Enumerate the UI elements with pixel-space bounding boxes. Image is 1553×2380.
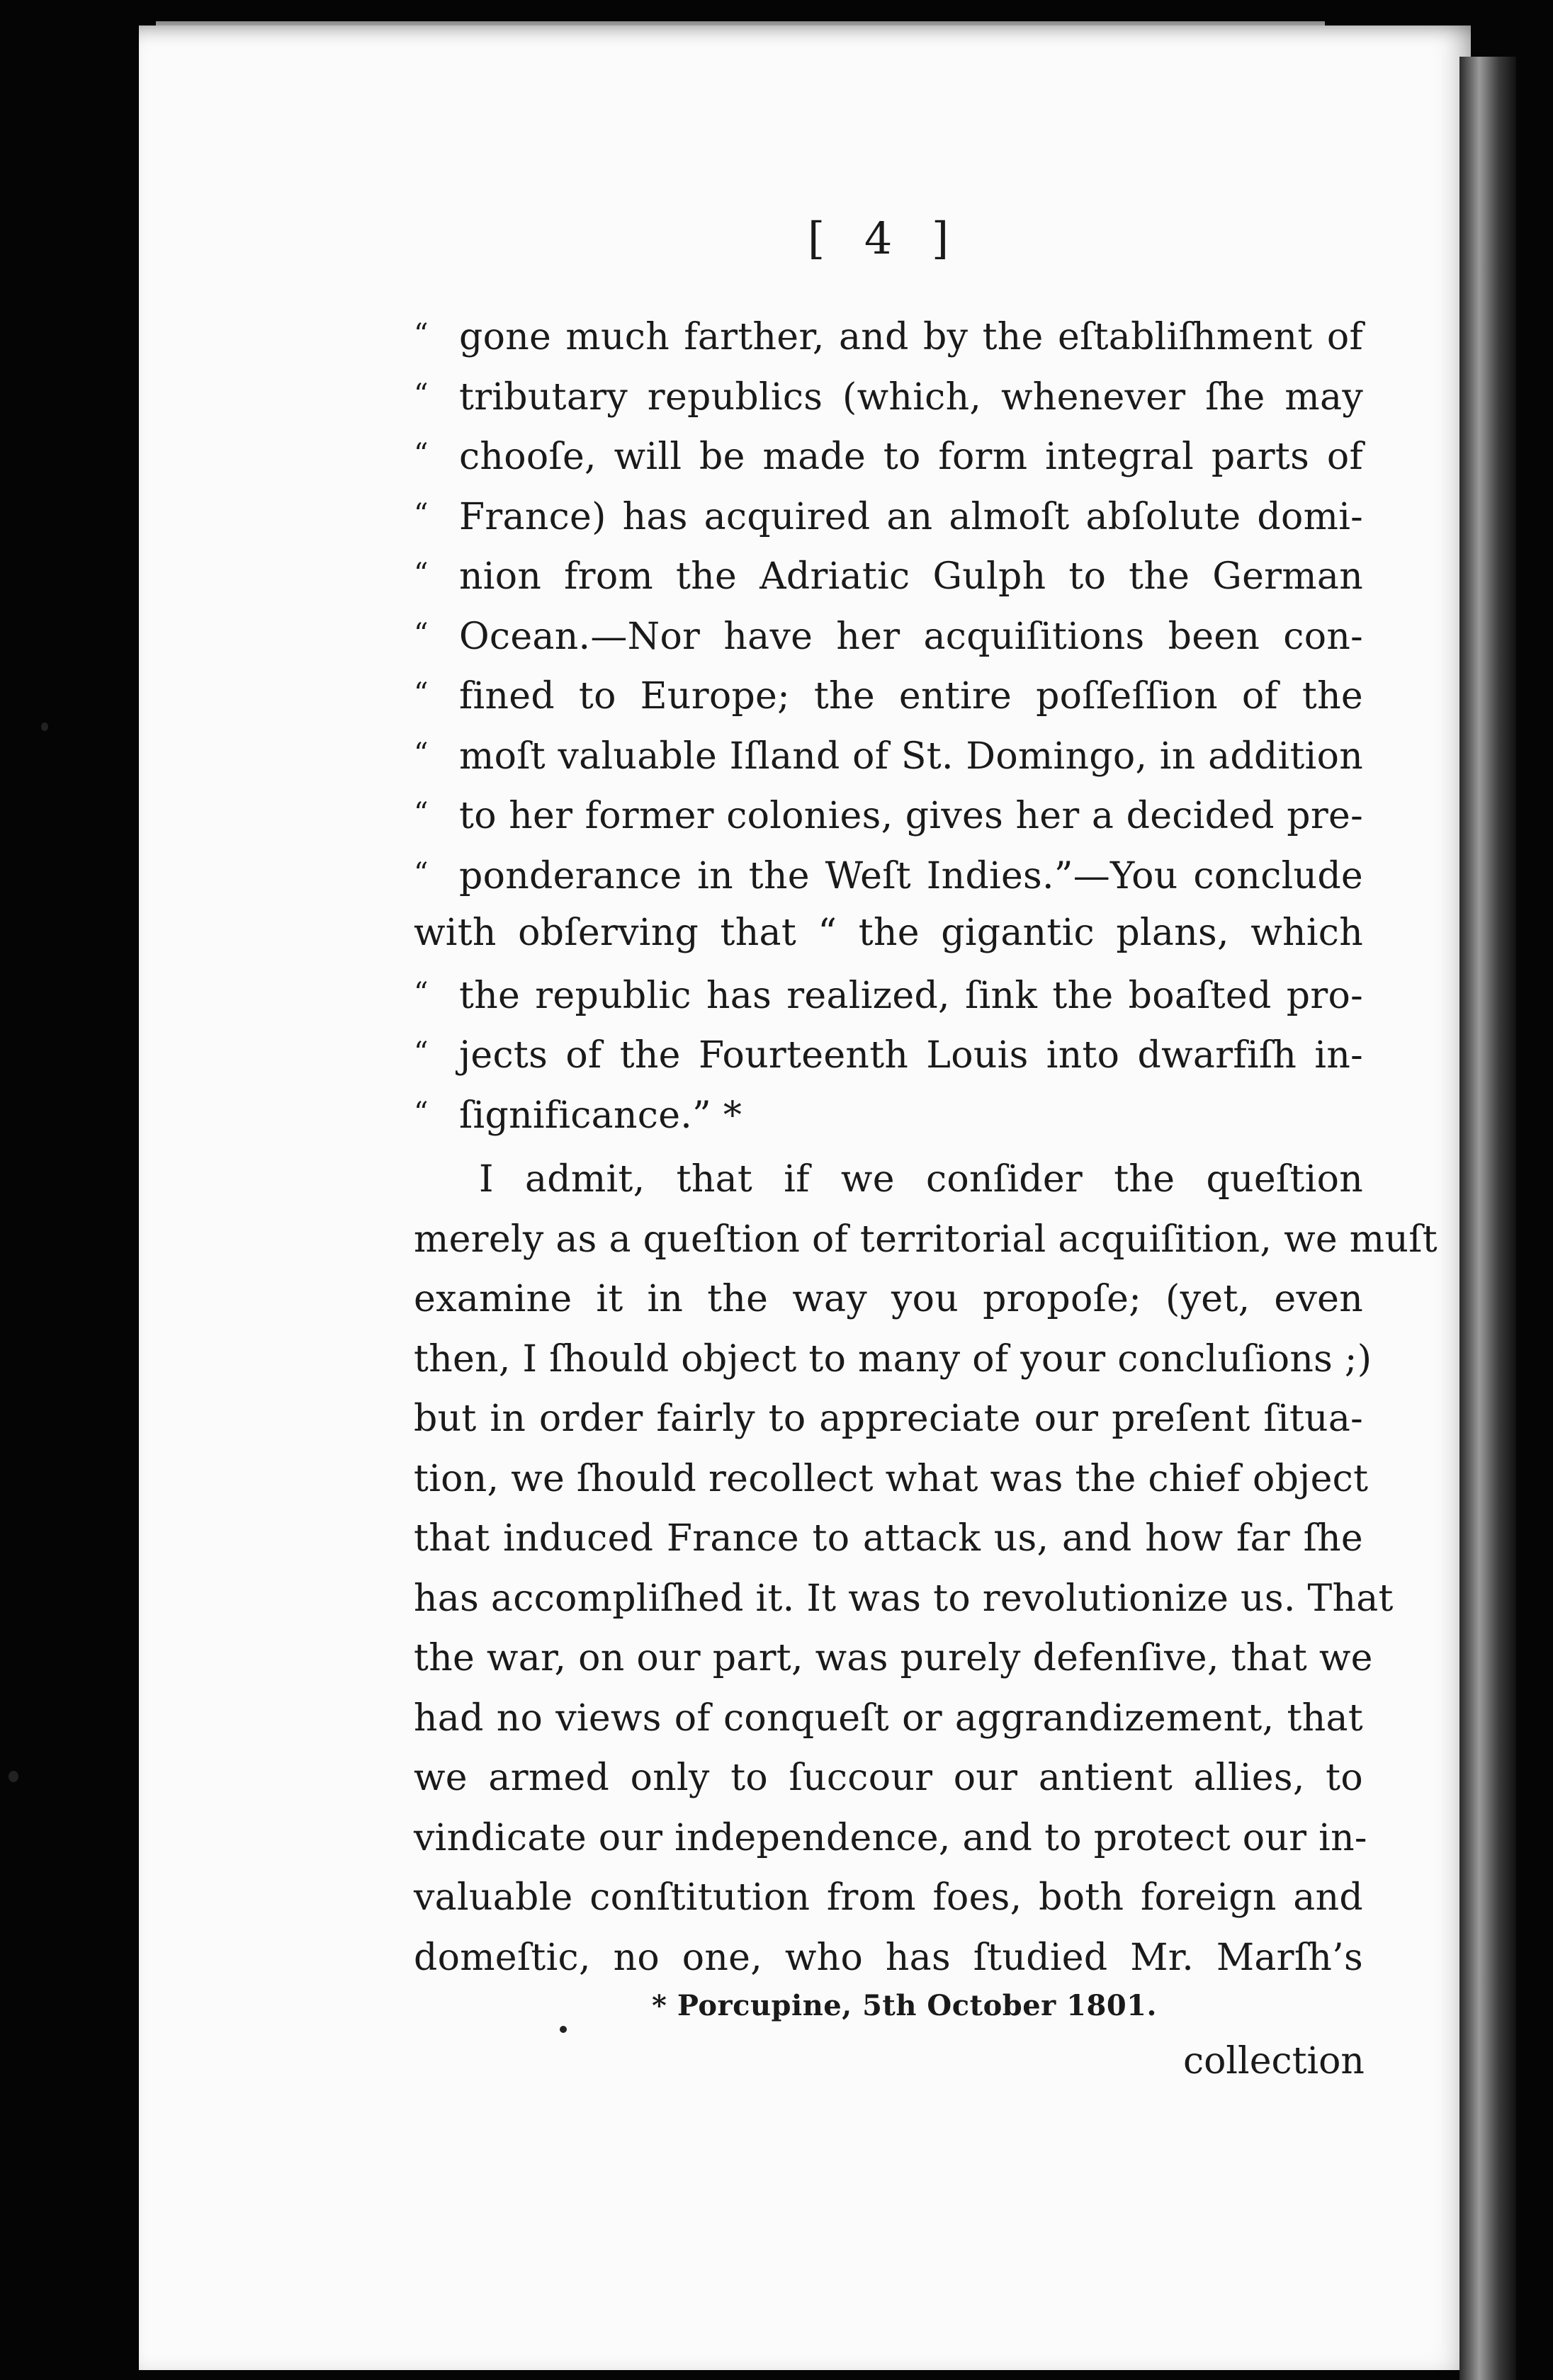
paragraph-line: I admit, that if we conſider the queſtion xyxy=(479,1158,1363,1201)
line-text: the republic has realized, ſink the boaſted pro- xyxy=(459,974,1363,1017)
text-line xyxy=(414,783,1363,844)
paragraph-line: merely as a queſtion of territorial acquiſition, we muſt xyxy=(414,1218,1438,1261)
text-line xyxy=(414,724,1363,784)
paragraph-line: examine it in the way you propoſe; (yet, even xyxy=(414,1278,1363,1320)
text-line xyxy=(414,1023,1363,1083)
quote-mark: “ xyxy=(414,318,429,351)
scan-speck xyxy=(9,1771,18,1782)
text-line xyxy=(414,424,1363,484)
line-text: with obſerving that “ the gigantic plans, which xyxy=(414,912,1363,954)
text-line xyxy=(414,664,1363,724)
catchword: collection xyxy=(1183,2040,1365,2082)
quote-mark: “ xyxy=(414,856,429,890)
text-line xyxy=(414,844,1363,904)
line-text: France) has acquired an almoſt abſolute domi- xyxy=(459,495,1363,538)
line-text: jects of the Fourteenth Louis into dwarfiſh in- xyxy=(459,1034,1363,1077)
paragraph-line: vindicate our independence, and to protect our in- xyxy=(414,1816,1367,1859)
page-number: [ 4 ] xyxy=(808,212,962,264)
text-line xyxy=(414,484,1363,545)
text-line xyxy=(414,544,1363,604)
scan-speck xyxy=(41,722,48,731)
quote-mark: “ xyxy=(414,1096,429,1129)
quote-mark: “ xyxy=(414,557,429,590)
quote-mark: “ xyxy=(414,1036,429,1069)
line-text: ſignificance.” * xyxy=(459,1094,742,1137)
page-binding-edge xyxy=(1459,57,1516,2380)
quote-mark: “ xyxy=(414,797,429,829)
paragraph-line: but in order fairly to appreciate our preſent ſitua- xyxy=(414,1398,1363,1440)
paragraph-line: we armed only to ſuccour our antient allies, to xyxy=(414,1757,1363,1799)
paragraph-line: valuable conſtitution from foes, both foreign and xyxy=(414,1876,1363,1919)
line-text: to her former colonies, gives her a decided pre- xyxy=(459,795,1363,837)
line-text: moſt valuable Iſland of St. Domingo, in addition xyxy=(459,735,1363,778)
paragraph-line: the war, on our part, was purely defenſive, that we xyxy=(414,1637,1373,1679)
paragraph-line: tion, we ſhould recollect what was the chief object xyxy=(414,1457,1369,1500)
quote-mark: “ xyxy=(414,438,429,470)
paragraph-line: that induced France to attack us, and how far ſhe xyxy=(414,1517,1363,1560)
line-text: chooſe, will be made to form integral parts of xyxy=(459,436,1363,478)
footnote: * Porcupine, 5th October 1801. xyxy=(652,1989,1157,2022)
quote-mark: “ xyxy=(414,617,429,650)
quote-mark: “ xyxy=(414,378,429,411)
line-text: fined to Europe; the entire poſſeſſion of the xyxy=(459,675,1363,718)
text-line xyxy=(414,365,1363,425)
text-line xyxy=(414,305,1363,365)
quote-mark: “ xyxy=(414,677,429,710)
text-line xyxy=(414,903,1363,963)
paragraph-line: then, I ſhould object to many of your concluſions ;) xyxy=(414,1337,1372,1381)
text-line xyxy=(414,604,1363,664)
paragraph-line: had no views of conqueſt or aggrandizement, that xyxy=(414,1696,1363,1740)
paragraph-line: domeſtic, no one, who has ſtudied Mr. Marſh’s xyxy=(414,1936,1363,1979)
text-line xyxy=(414,963,1363,1024)
scan-speck xyxy=(560,2026,567,2033)
text-line xyxy=(414,1083,1363,1143)
quote-mark: “ xyxy=(414,497,429,531)
quote-mark: “ xyxy=(414,976,429,1009)
line-text: gone much farther, and by the eſtabliſhment of xyxy=(459,316,1363,358)
line-text: nion from the Adriatic Gulph to the German xyxy=(459,555,1363,598)
quote-mark: “ xyxy=(414,737,429,770)
line-text: tributary republics (which, whenever ſhe may xyxy=(459,375,1363,419)
paragraph-line: has accompliſhed it. It was to revolutionize us. That xyxy=(414,1577,1394,1620)
line-text: ponderance in the Weſt Indies.”—You conclude xyxy=(459,854,1363,897)
body-text xyxy=(414,305,1438,1988)
line-text: Ocean.—Nor have her acquiſitions been con- xyxy=(459,615,1363,658)
